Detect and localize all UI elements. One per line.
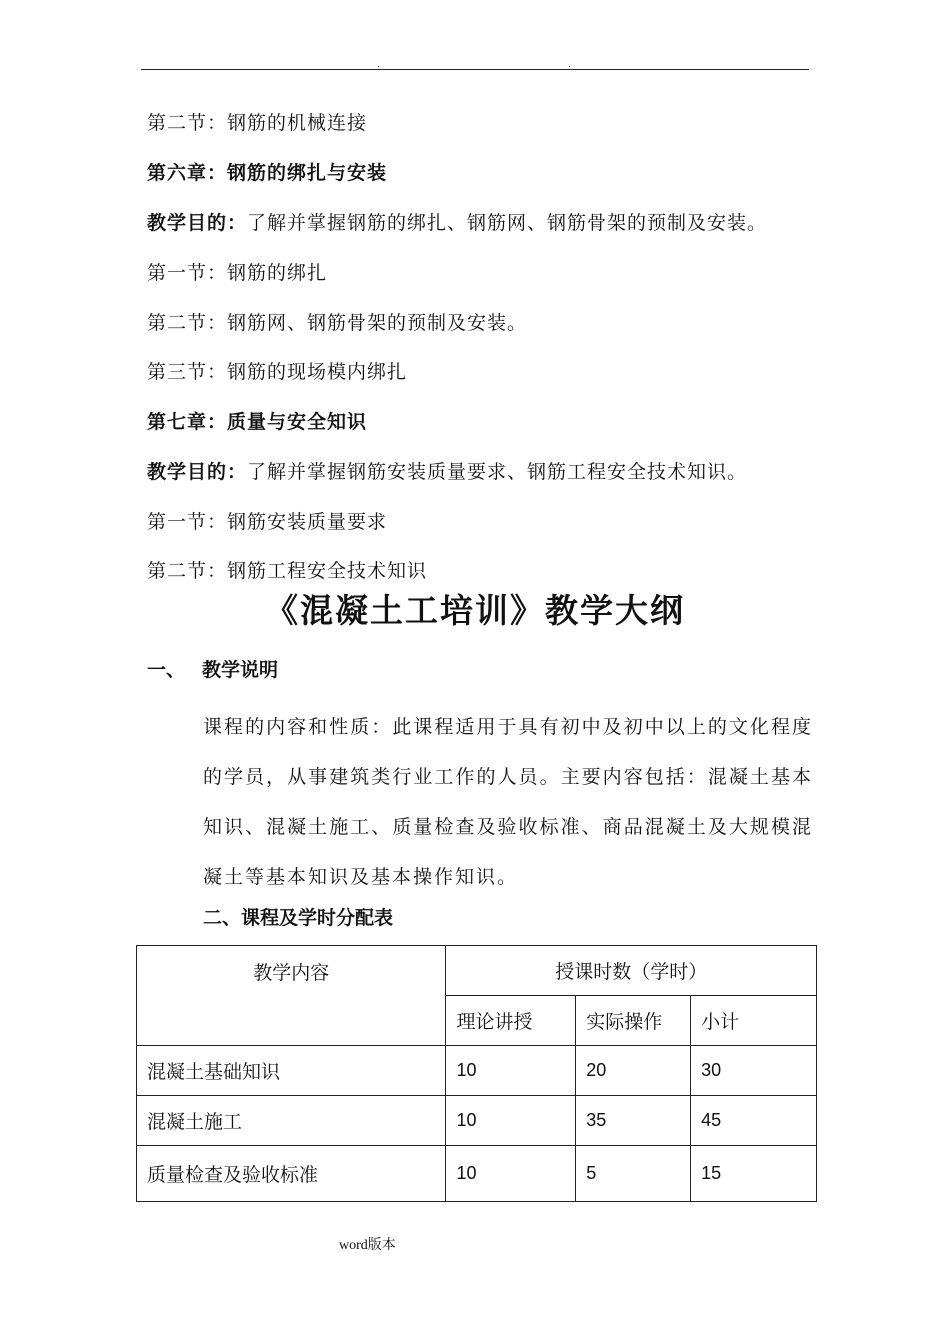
table-row	[137, 1096, 817, 1146]
table-cell: 10	[446, 1046, 576, 1096]
table-cell: 10	[446, 1096, 576, 1146]
table-cell: 30	[691, 1046, 817, 1096]
table-row	[137, 1146, 817, 1202]
table-cell: 混凝土施工	[137, 1096, 446, 1146]
outline-line: 第一节：钢筋安装质量要求	[147, 511, 388, 533]
outline-line: 第二节：钢筋工程安全技术知识	[147, 560, 428, 582]
header-cell: 教学内容	[137, 946, 446, 1046]
header-cell: 理论讲授	[446, 996, 576, 1046]
outline-line: 第二节：钢筋的机械连接	[147, 112, 368, 134]
outline-line: 第二节：钢筋网、钢筋骨架的预制及安装。	[147, 312, 528, 334]
chapter-heading: 第六章：钢筋的绑扎与安装	[147, 162, 388, 184]
header-cell: 授课时数（学时）	[446, 946, 817, 996]
outline-line: 第三节：钢筋的现场模内绑扎	[147, 361, 408, 383]
section-heading	[147, 655, 278, 682]
table-cell: 质量检查及验收标准	[137, 1146, 446, 1202]
header-cell: 小计	[691, 996, 817, 1046]
table-cell: 5	[576, 1146, 691, 1202]
table-cell: 10	[446, 1146, 576, 1202]
objective-label: 教学目的：	[147, 212, 248, 234]
section-title: 教学说明	[202, 659, 279, 681]
header-dot: .	[568, 60, 571, 70]
table-cell: 45	[691, 1096, 817, 1146]
objective-text: 了解并掌握钢筋安装质量要求、钢筋工程安全技术知识。	[247, 461, 748, 483]
table-row	[137, 1046, 817, 1096]
chapter-heading: 第七章：质量与安全知识	[147, 411, 368, 433]
section-heading: 二、课程及学时分配表	[203, 907, 394, 929]
objective-text: 了解并掌握钢筋的绑扎、钢筋网、钢筋骨架的预制及安装。	[247, 212, 768, 234]
course-description: 课程的内容和性质：此课程适用于具有初中及初中以上的文化程度的学员，从事建筑类行业工作的人员。主要内容包括：混凝土基本知识、混凝土施工、质量检查及验收标准、商品混凝土及大规模混凝土等基本知识及基本操作知识。	[203, 716, 813, 888]
objective-line	[147, 208, 767, 235]
page-footer: word版本	[339, 1238, 396, 1253]
objective-label: 教学目的：	[147, 461, 248, 483]
hours-table	[136, 945, 817, 1202]
header-dot: .	[377, 60, 380, 70]
table-cell: 15	[691, 1146, 817, 1202]
table-cell: 35	[576, 1096, 691, 1146]
header-rule	[141, 69, 809, 70]
document-title: 《混凝土工培训》教学大纲	[265, 591, 685, 630]
section-number: 一、	[147, 659, 186, 681]
outline-line: 第一节：钢筋的绑扎	[147, 262, 328, 284]
objective-line	[147, 457, 747, 484]
table-header-row	[137, 946, 817, 996]
table-cell: 混凝土基础知识	[137, 1046, 446, 1096]
header-cell: 实际操作	[576, 996, 691, 1046]
table-cell: 20	[576, 1046, 691, 1096]
